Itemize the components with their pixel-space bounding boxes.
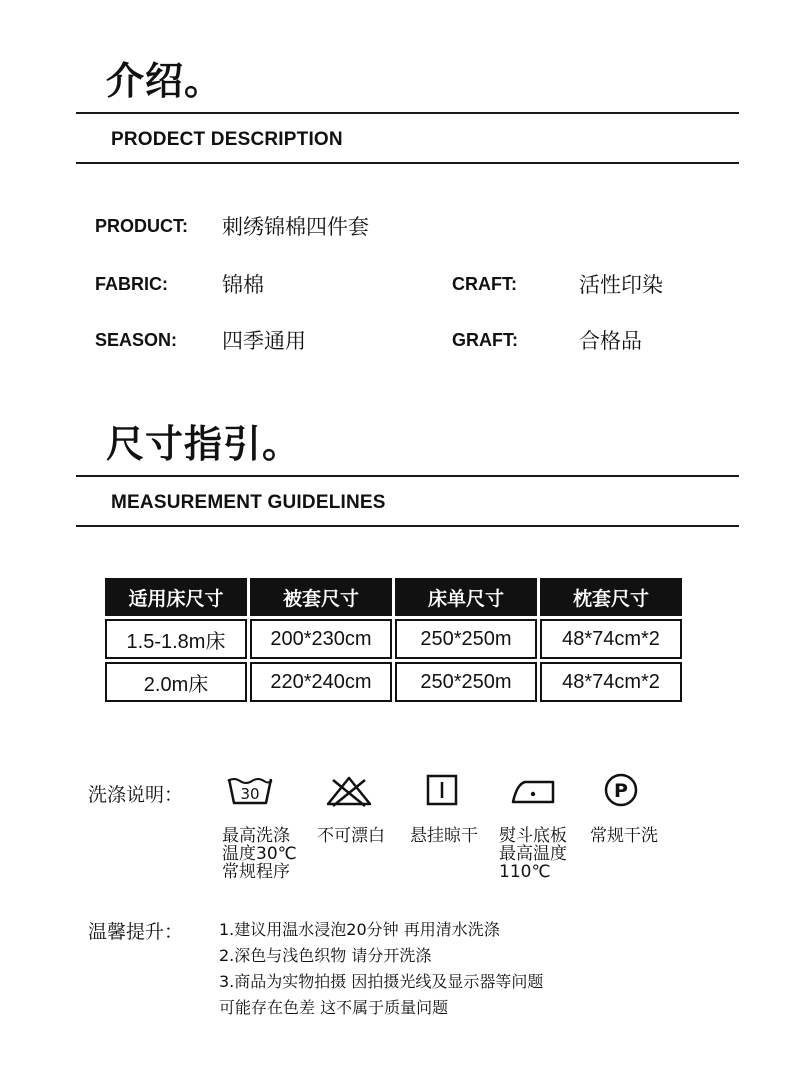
table-header-cell: 床单尺寸 (395, 578, 537, 616)
no-bleach-icon (325, 774, 373, 808)
care-line: 最高温度 (499, 844, 567, 864)
wash-30-icon (226, 774, 274, 806)
care-item-label (410, 827, 478, 845)
table-cell: 48*74cm*2 (540, 662, 682, 702)
tips-label: 温馨提升： (88, 921, 184, 943)
intro-subtitle: PRODECT DESCRIPTION (111, 129, 343, 150)
intro-title (106, 50, 223, 105)
care-label: 洗涤说明： (88, 784, 184, 806)
intro-title-text: 介绍 (106, 59, 185, 103)
dry-clean-p-icon (603, 772, 639, 808)
product-label: PRODUCT: (95, 216, 188, 236)
table-header-cell: 枕套尺寸 (540, 578, 682, 616)
size-guide-title-text: 尺寸指引 (106, 422, 263, 466)
care-line: 110℃ (499, 862, 551, 882)
tip-line: 2.深色与浅色织物 请分开洗涤 (219, 946, 432, 965)
tip-line: 3.商品为实物拍摄 因拍摄光线及显示器等问题 (219, 972, 544, 991)
hang-dry-icon (425, 773, 459, 807)
divider (76, 162, 739, 164)
table-row (105, 619, 682, 659)
fabric-value: 锦棉 (222, 273, 264, 297)
care-item-label (499, 827, 567, 881)
table-cell: 200*230cm (250, 619, 392, 659)
dry-clean-letter: P (614, 780, 628, 802)
divider (76, 475, 739, 477)
care-item-label (222, 827, 297, 881)
product-value: 刺绣锦棉四件套 (222, 215, 369, 239)
care-item-label (590, 827, 658, 845)
craft-value: 活性印染 (579, 273, 663, 297)
season-label: SEASON: (95, 330, 178, 350)
tip-line: 1.建议用温水浸泡20分钟 再用清水洗涤 (219, 920, 500, 939)
size-guide-title (106, 413, 301, 468)
care-line: 熨斗底板 (499, 826, 567, 846)
season-value: 四季通用 (222, 329, 306, 353)
size-guide-subtitle: MEASUREMENT GUIDELINES (111, 492, 386, 513)
care-line: 不可漂白 (317, 826, 385, 846)
table-cell: 2.0m床 (105, 662, 247, 702)
table-row (105, 662, 682, 702)
table-header-cell: 被套尺寸 (250, 578, 392, 616)
care-item-label (317, 827, 385, 845)
table-cell: 48*74cm*2 (540, 619, 682, 659)
table-cell: 250*250m (395, 662, 537, 702)
size-table (102, 575, 685, 705)
graft-value: 合格品 (579, 329, 642, 353)
divider (76, 525, 739, 527)
size-guide-title-dot: 。 (262, 422, 302, 466)
table-cell: 1.5-1.8m床 (105, 619, 247, 659)
iron-icon (509, 774, 557, 806)
tips-list (219, 917, 543, 1021)
care-line: 最高洗涤 (222, 826, 290, 846)
fabric-label: FABRIC: (95, 274, 168, 294)
care-line: 常规干洗 (590, 826, 658, 846)
wash-temp-text: 30 (240, 785, 260, 803)
craft-label: CRAFT: (452, 274, 517, 294)
table-header-cell: 适用床尺寸 (105, 578, 247, 616)
table-cell: 250*250m (395, 619, 537, 659)
tip-line: 可能存在色差 这不属于质量问题 (219, 998, 449, 1017)
table-header-row (105, 578, 682, 616)
care-line: 温度30℃ (222, 844, 297, 864)
graft-label: GRAFT: (452, 330, 518, 350)
intro-title-dot: 。 (184, 59, 224, 103)
divider (76, 112, 739, 114)
table-cell: 220*240cm (250, 662, 392, 702)
care-line: 悬挂晾干 (410, 826, 478, 846)
care-line: 常规程序 (222, 862, 290, 882)
